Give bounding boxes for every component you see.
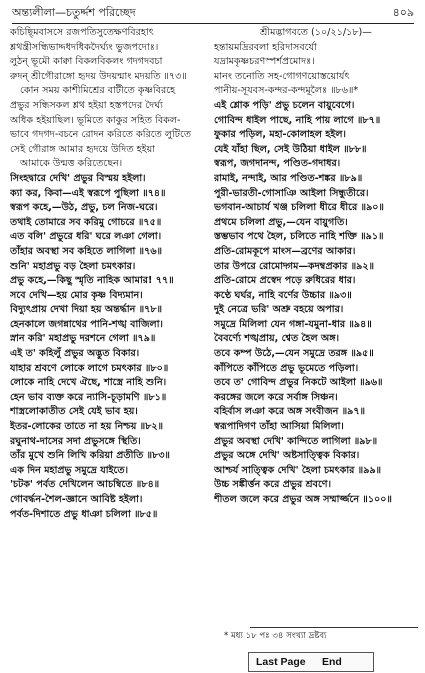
verse-line: ক্যা কর, কিবা—এই স্বরূপে পুছিলা ॥৭৪॥ <box>10 187 166 199</box>
page-header <box>12 4 414 22</box>
sanskrit-line: রুদন্ শ্রীগৌরাঙ্গো হৃদয় উদয়ন্মাং মদয়তি ॥৭৩॥ <box>10 70 187 82</box>
prose-line: আমাকে উন্মত্ত করিতেছেন। <box>20 158 123 170</box>
verse-line: তার উপরে রোমোদ্গম—কদম্বপ্রকার ॥৯২॥ <box>214 260 375 272</box>
verse-line: প্রতি-রোমকূপে মাংস—ব্রণের আকার। <box>214 245 356 257</box>
verse-line: যাহার শ্রবণে লোকে লাগে চমৎকার ॥৮০॥ <box>10 362 169 374</box>
last-page-link[interactable]: Last Page <box>256 656 306 668</box>
verse-line: এক দিন মহাপ্রভু সমুদ্রে যাইতে। <box>10 464 129 476</box>
sanskrit-line: যদ্রামকৃষ্ণচরণস্পর্শপ্রমোদঃ। <box>214 56 315 68</box>
verse-line: ফুকার পড়িল, মহা-কোলাহল হইল। <box>214 129 346 141</box>
verse-line: স্বরূপাদিগণ তাঁহা আসিয়া মিলিলা। <box>214 421 344 433</box>
verse-line: স্বরূপ, জগদানন্দ, পণ্ডিত-গদাধর। <box>214 158 341 170</box>
verse-line: ইতর-লোকের তাতে না হয় নিশ্চয় ॥৮২॥ <box>10 421 164 433</box>
verse-line: স্তম্ভভাব পথে হৈল, চলিতে নাহি শক্তি ॥৯১॥ <box>214 231 384 243</box>
verse-line: বহির্বাস লঞা করে অঙ্গ সংবীজন ॥৯৭॥ <box>214 406 366 418</box>
header-divider <box>12 23 414 24</box>
verse-line: শাস্ত্রলোকাতীত সেই যেই ভাব হয়। <box>10 406 138 418</box>
verse-line: প্রভুর অবস্থা দেখি' কান্দিতে লাগিলা ॥৯৮॥ <box>214 435 378 447</box>
verse-line: করঙ্গের জলে করে সর্বাঙ্গ সিঞ্চন। <box>214 391 338 403</box>
verse-line: 'চটক' পর্বত দেখিলেন আচম্বিতে ॥৮৪॥ <box>10 479 160 491</box>
prose-line: কোন সময় কাশীমিশ্রের বাটীতে কৃষ্ণবিরহে <box>20 85 176 97</box>
verse-line: বৈবর্ণ্যে শঙ্খপ্রায়, শ্বেত হৈল অঙ্গ। <box>214 333 340 345</box>
footnote-divider <box>250 627 418 628</box>
verse-line: প্রভু কহে,—কিছু স্মৃতি নাহিক আমার! ৭৭॥ <box>10 275 174 287</box>
verse-line: পর্বত-দিশাতে প্রভু ধাঞা চলিলা ॥৮৫॥ <box>10 508 158 520</box>
verse-line: প্রভুর অঙ্গে দেখি' অষ্টসাত্ত্বিক বিকার। <box>214 450 360 462</box>
verse-line: লোকে নাহি দেখে ঐছে, শাস্ত্রে নাহি শুনি। <box>10 377 167 389</box>
verse-line: দুই নেত্রে ভরি' অশ্রু বহয়ে অপার। <box>214 304 344 316</box>
verse-line: এই ত' কহিলুঁ প্রভুর অদ্ভুত বিকার। <box>10 348 140 360</box>
sanskrit-line: লুঠন্ ভূমৌ কাক্বা বিকলবিকলং গদগদবচা <box>10 56 163 68</box>
verse-line: কণ্ঠে ঘর্ঘর, নাহি বর্ণের উচ্চার ॥৯৩॥ <box>214 289 352 301</box>
page-number: ৪০৯ <box>392 6 414 19</box>
chapter-title: অন্ত্যলীলা—চতুর্দ্দশ পরিচ্ছেদ <box>12 6 136 19</box>
sanskrit-line: মানং তনোতি সহ-গোগণয়োস্তয়োর্যৎ <box>214 70 350 82</box>
sanskrit-line: কচিছ্মিবাসসে রজপতিসুতেক্ষণবিরহাৎ <box>10 27 154 38</box>
sanskrit-line: পানীয়-সূযবস-কন্দর-কন্দমূলৈঃ ॥৮৬॥* <box>214 85 359 97</box>
verse-line: বিদ্যুৎপ্রায় দেখা দিয়া হয় অন্তর্দ্ধান ॥৭৮॥ <box>10 304 163 316</box>
prose-line: প্রভুর সন্ধিসকল শ্লথ হইয়া হস্তপদের দৈর্ঘ্য <box>10 99 163 111</box>
verse-line: ভগবান-আচার্য খঞ্জ চলিলা ধীরে ধীরে ॥৯০॥ <box>214 202 384 214</box>
verse-line: সবে দেখি—হয় মোর কৃষ্ণ বিদ্যমান। <box>10 289 143 301</box>
verse-line: প্রতি-রোমে প্রস্বেদ পড়ে রুধিরের ধার। <box>214 275 356 287</box>
verse-line: তথাই তোমারে সব করিমু গোচরে ॥৭৫॥ <box>10 216 162 228</box>
verse-line: উচ্চ সঙ্কীর্ত্তন করে প্রভুর শ্রবণে। <box>214 479 332 491</box>
sanskrit-line: হন্তায়মদ্রিরবলা হরিদাসবর্যো <box>214 41 317 53</box>
verse-line: এই শ্লোক পড়ি' প্রভু চলেন বায়ুবেগে। <box>214 99 355 111</box>
right-column <box>214 26 418 508</box>
verse-line: হেনকালে জগন্নাথের পানি-শঙ্খ বাজিলা। <box>10 318 163 330</box>
verse-line: তবে ত' গোবিন্দ প্রভুর নিকটে আইলা ॥৯৬॥ <box>214 377 383 389</box>
end-link[interactable]: End <box>322 656 342 668</box>
verse-line: হেন ভাব ব্যক্ত করে ন্যাসি-চূড়ামণি ॥৮১॥ <box>10 391 167 403</box>
verse-line: স্বরূপ কহে,—উঠ, প্রভু, চল নিজ-ঘরে। <box>10 202 158 214</box>
verse-line: গোবিন্দ ধাইল পাছে, নাহি পায় লাগে ॥৮৭॥ <box>214 114 381 126</box>
verse-line: তবে কম্প উঠে,—যেন সমুদ্রে তরঙ্গ ॥৯৫॥ <box>214 348 374 360</box>
verse-line: কাঁপিতে কাঁপিতে প্রভু ভূমেতে পড়িলা। <box>214 362 359 374</box>
verse-line: স্নান করি' মহাপ্রভু দরশনে গেলা ॥৭৯॥ <box>10 333 156 345</box>
sanskrit-line: শ্লথন্ত্রীসন্ধিভাদ্দধদধিকদৈর্ঘ্যং ভুজপদোঃ। <box>10 41 159 53</box>
left-column <box>10 26 208 522</box>
page-navigation <box>248 652 374 672</box>
verse-line: প্রথমে চলিলা প্রভু,—যেন বায়ুগতি। <box>214 216 348 228</box>
verse-line: যেই যাঁহা ছিল, সেই উঠিয়া ধাইল ॥৮৮॥ <box>214 143 367 155</box>
verse-line: রঘুনাথ-দাসের সদা প্রভুসঙ্গে স্থিতি। <box>10 435 141 447</box>
prose-line: অধিক হইয়াছিল। ভূমিতে কাকুর সহিত বিকল- <box>10 114 181 126</box>
verse-line: পুরী-ভারতী-গোসাঞি আইলা সিন্ধুতীরে। <box>214 187 369 199</box>
verse-line: শুনি' মহাপ্রভু বড় হৈলা চমৎকার। <box>10 260 136 272</box>
verse-line: শীতল জলে করে প্রভুর অঙ্গ সম্মার্জ্জনে ॥১০০॥ <box>214 494 392 505</box>
prose-line: ভাবে গদগদ-বচনে রোদন করিতে করিতে লুটিতে <box>10 129 192 141</box>
verse-line: তাঁর মুখে শুনি লিখি করিয়া প্রতীতি ॥৮৩॥ <box>10 450 170 462</box>
verse-line: রামাই, নন্দাই, আর পণ্ডিত-শঙ্কর ॥৮৯॥ <box>214 172 363 184</box>
footnote: * মধ্য ১৮ পঃ ৩৪ সংখ্যা দ্রষ্টব্য <box>224 631 327 641</box>
verse-line: এত বলি' প্রভুরে ধরি' ঘরে লঞা গেলা। <box>10 231 162 243</box>
sanskrit-line: শ্রীমদ্ভাগবতে (১০/২১/১৮)— <box>260 27 372 38</box>
verse-line: আশ্চর্য সাত্ত্বিক দেখি' হৈলা চমৎকার ॥৯৯॥ <box>214 464 382 476</box>
verse-line: তাঁহার অবস্থা সব কহিতে লাগিলা ॥৭৬॥ <box>10 245 163 257</box>
verse-line: সিংহদ্বারে দেখি' প্রভুর বিস্ময় হইলা। <box>10 172 146 184</box>
verse-line: সমুদ্রে মিলিলা যেন গঙ্গা-যমুনা-ধার ॥৯৪॥ <box>214 318 372 330</box>
prose-line: সেই গৌরাঙ্গ আমার হৃদয়ে উদিত হইয়া <box>10 143 156 155</box>
verse-line: গোবর্দ্ধন-শৈল-জ্ঞানে আবিষ্ট হইলা। <box>10 494 143 505</box>
